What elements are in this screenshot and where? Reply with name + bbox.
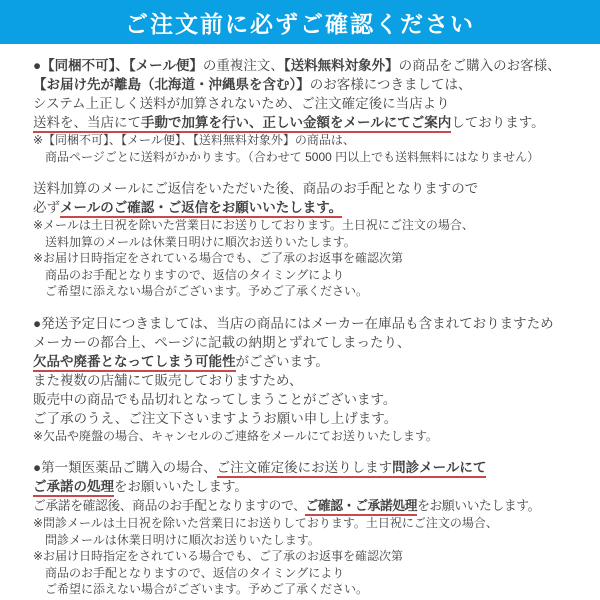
text-line — [33, 515, 590, 532]
text-segment: のお客様につきましては、 — [309, 77, 472, 92]
text-segment: 商品ページごとに送料がかかります。（合わせて 5000 円以上でも送料無料にはなりません） — [33, 149, 540, 164]
text-segment: 販売中の商品でも品切れとなってしまうことがございます。 — [33, 391, 397, 407]
notice-title: ご注文前に必ずご確認ください — [125, 10, 475, 37]
text-segment: ※問診メールは土日祝を除いた営業日にお送りしております。土日祝にご注文の場合、 — [33, 516, 498, 530]
text-segment: ※【同梱不可】、【メール便】、【送料無料対象外】の商品は、 — [33, 133, 355, 147]
text-segment: 商品のお手配となりますので、返信のタイミングにより — [33, 565, 345, 580]
text-line — [33, 234, 590, 251]
text-line — [33, 532, 590, 549]
notice-section — [33, 179, 590, 300]
text-segment: 商品のお手配となりますので、返信のタイミングにより — [33, 267, 345, 282]
text-line — [33, 94, 590, 113]
text-segment: ご承諾の処理 — [33, 479, 114, 497]
text-segment: をお願いいたします。 — [417, 498, 541, 513]
text-segment: ご希望に添えない場合がございます。予めご了承ください。 — [33, 582, 369, 596]
text-segment: また複数の店舗にて販売しておりますため、 — [33, 372, 303, 388]
text-line — [33, 149, 590, 166]
text-line — [33, 581, 590, 598]
text-line — [33, 333, 590, 352]
text-line — [33, 283, 590, 300]
text-segment: ※お届け日時指定をされている場合でも、ご了承のお返事を確認次第 — [33, 251, 404, 265]
text-segment: ※お届け日時指定をされている場合でも、ご了承のお返事を確認次第 — [33, 549, 404, 563]
text-line — [33, 198, 590, 217]
text-segment: しております。 — [451, 115, 545, 130]
text-segment: ご希望に添えない場合がございます。予めご了承ください。 — [33, 284, 369, 298]
text-segment: ●第一類医薬品ご購入の場合、 — [33, 460, 217, 475]
text-line — [33, 314, 590, 333]
text-segment: の商品をご購入のお客様、 — [398, 58, 561, 73]
text-line — [33, 428, 590, 445]
text-line — [33, 496, 590, 515]
text-segment: ご注文確定後にお送りします — [217, 460, 393, 478]
text-segment: ● — [33, 58, 42, 73]
text-segment: メーカーの都合上、ページに記載の納期とずれてしまったり、 — [33, 334, 411, 350]
text-segment: 送料加算のメールは休業日明けに順次お送りいたします。 — [33, 234, 356, 249]
text-segment: ご承諾を確認後、商品のお手配となりますので、 — [33, 498, 306, 513]
text-line — [33, 113, 590, 132]
notice-body — [0, 44, 600, 598]
text-line — [33, 217, 590, 234]
text-segment: ※メールは土日祝を除いた営業日にお送りしております。土日祝にご注文の場合、 — [33, 218, 474, 232]
text-segment: 【送料無料対象外】 — [283, 58, 399, 73]
text-line — [33, 565, 590, 582]
notice-section — [33, 314, 590, 445]
text-line — [33, 179, 590, 198]
text-line — [33, 56, 590, 75]
text-segment: メールのご確認・ご返信をお願いいたします。 — [60, 200, 342, 218]
text-segment: 送料加算のメールにご返信をいただいた後、商品のお手配となりますので — [33, 181, 479, 196]
text-segment: がございます。 — [235, 353, 329, 369]
text-line — [33, 477, 590, 496]
text-segment: ●発送予定日につきましては、当店の商品にはメーカー在庫品も含まれておりますため — [33, 315, 554, 331]
text-segment: 送料を、当店にて — [33, 115, 141, 133]
notice-header — [0, 0, 600, 44]
text-line — [33, 267, 590, 284]
text-line — [33, 409, 590, 428]
text-line — [33, 458, 590, 477]
text-segment: 問診メールにて — [392, 460, 486, 478]
text-segment: ご了承のうえ、ご注文下さいますようお願い申し上げます。 — [33, 410, 398, 426]
text-segment: をお願いいたします。 — [114, 479, 248, 494]
text-segment: 【お届け先が離島（北海道・沖縄県を含む）】 — [33, 77, 310, 92]
text-line — [33, 75, 590, 94]
text-segment: ※欠品や廃盤の場合、キャンセルのご連絡をメールにてお送りいたします。 — [33, 428, 438, 443]
text-line — [33, 352, 590, 371]
text-line — [33, 371, 590, 390]
text-segment: 【同梱不可】、【メール便】 — [41, 58, 203, 73]
text-segment: 欠品や廃番となってしまう可能性 — [33, 354, 236, 372]
text-segment: 手動で加算を行い、正しい金額をメールにてご案内 — [141, 115, 451, 133]
text-segment: 問診メールは休業日明けに順次お送りいたします。 — [33, 532, 320, 547]
text-segment: 必ず — [33, 200, 60, 215]
text-segment: の重複注文、 — [202, 58, 284, 73]
text-line — [33, 390, 590, 409]
text-line — [33, 250, 590, 267]
text-line — [33, 132, 590, 149]
text-segment: システム上正しく送料が加算されないため、ご注文確定後に当店より — [33, 96, 450, 111]
notice-section — [33, 56, 590, 165]
text-segment: ご確認・ご承諾処理 — [305, 498, 417, 516]
text-line — [33, 548, 590, 565]
notice-section — [33, 458, 590, 598]
